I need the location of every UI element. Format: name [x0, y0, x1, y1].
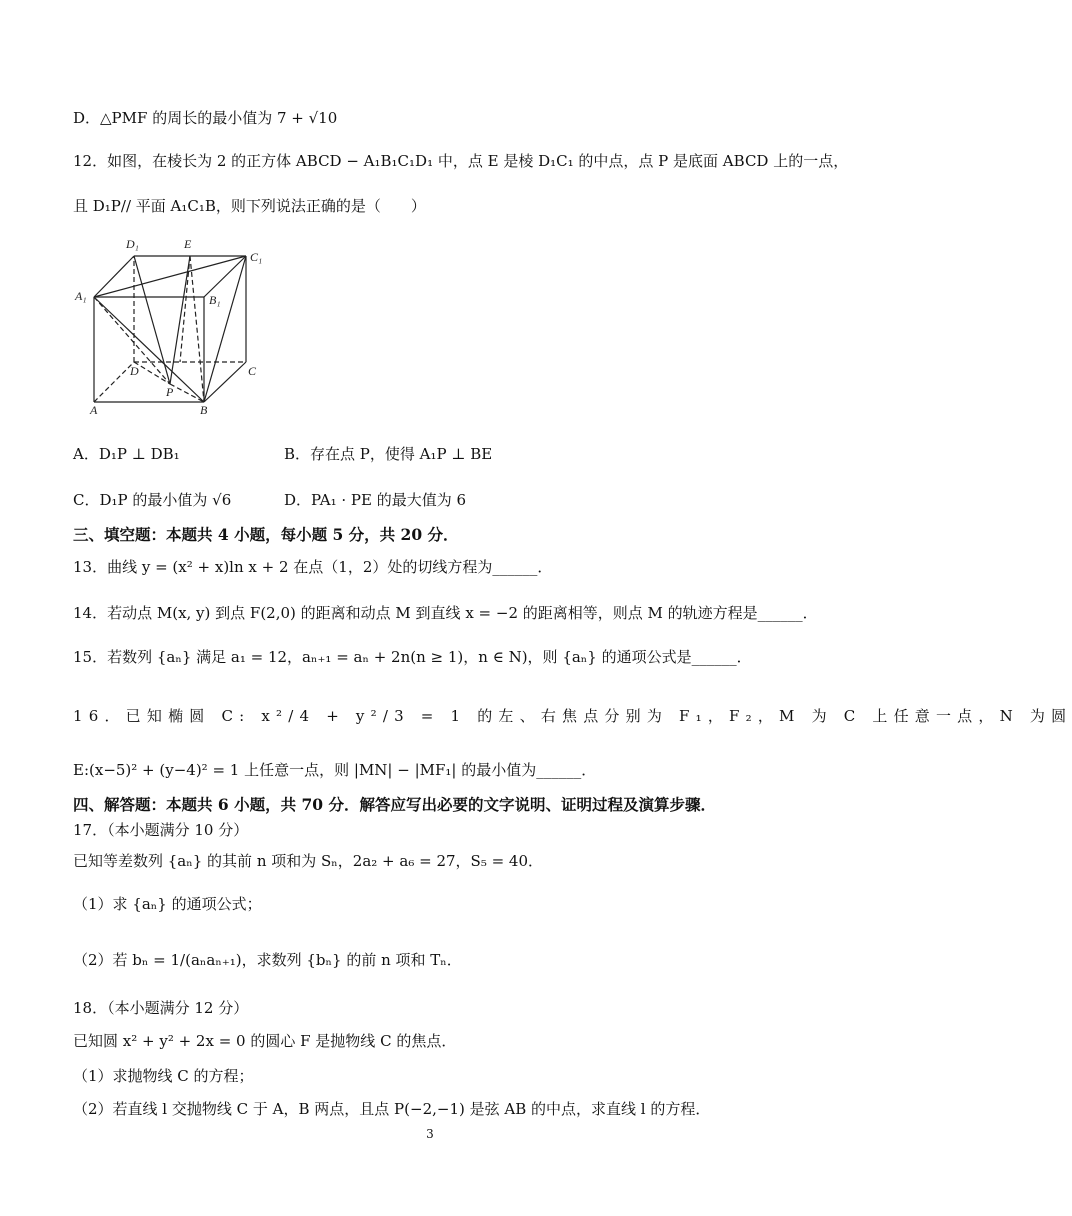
label-C: C [248, 364, 257, 378]
label-A1: A₁ [75, 289, 87, 303]
q12-option-b: B．存在点 P，使得 A₁P ⊥ BE [284, 445, 493, 463]
q15: 15．若数列 {aₙ} 满足 a₁ = 12，aₙ₊₁ = aₙ + 2n(n ≥ 1)，n ∈ N)，则 {aₙ} 的通项公式是______． [73, 648, 752, 666]
diag-A1-C1 [94, 256, 246, 297]
q14: 14．若动点 M(x, y) 到点 F(2,0) 的距离和动点 M 到直线 x = −2 的距离相等，则点 M 的轨迹方程是______． [73, 604, 818, 622]
q18-stem: 已知圆 x² + y² + 2x = 0 的圆心 F 是抛物线 C 的焦点． [73, 1032, 457, 1050]
q12-stem-line2: 且 D₁P// 平面 A₁C₁B，则下列说法正确的是（ ） [73, 197, 426, 215]
q18-part1: （1）求抛物线 C 的方程； [73, 1067, 254, 1085]
hidden-P-B [170, 384, 204, 402]
q18-part2: （2）若直线 l 交抛物线 C 于 A，B 两点，且点 P(−2,−1) 是弦 AB 的中点，求直线 l 的方程． [73, 1100, 711, 1118]
q12-option-a: A．D₁P ⊥ DB₁ [73, 445, 180, 463]
label-A: A [90, 403, 98, 417]
q17-heading: 17．（本小题满分 10 分） [73, 821, 249, 839]
q16-line1: 16．已知椭圆 C: x²/4 + y²/3 = 1 的左、右焦点分别为 F₁，F₂，M 为 C 上任意一点，N 为圆 [73, 707, 1072, 725]
q13: 13．曲线 y = (x² + x)ln x + 2 在点（1，2）处的切线方程为______． [73, 558, 553, 576]
q12-option-c: C．D₁P 的最小值为 √6 [73, 491, 232, 509]
seg-D1-P [134, 256, 170, 384]
label-D1: D₁ [126, 237, 139, 251]
hidden-A-D [94, 362, 134, 402]
label-C1: C₁ [250, 250, 263, 264]
label-D: D [130, 364, 139, 378]
q16-line2: E:(x−5)² + (y−4)² = 1 上任意一点，则 |MN| − |MF₁| 的最小值为______． [73, 761, 597, 779]
q18-heading: 18．（本小题满分 12 分） [73, 999, 249, 1017]
diag-B-C1 [204, 256, 246, 402]
q17-stem: 已知等差数列 {aₙ} 的其前 n 项和为 Sₙ，2a₂ + a₆ = 27，S₅ = 40． [73, 852, 544, 870]
label-E: E [184, 237, 192, 251]
edge-A1-D1 [94, 256, 134, 297]
label-B1: B₁ [209, 293, 221, 307]
section-4-heading: 四、解答题：本题共 6 小题，共 70 分．解答应写出必要的文字说明、证明过程及演算步骤． [73, 795, 716, 814]
label-P: P [166, 385, 174, 399]
q17-part2: （2）若 bₙ = 1/(aₙaₙ₊₁)，求数列 {bₙ} 的前 n 项和 Tₙ． [73, 951, 462, 969]
q12-option-d: D．PA₁ · PE 的最大值为 6 [284, 491, 467, 509]
q17-part1: （1）求 {aₙ} 的通项公式； [73, 895, 262, 913]
section-3-heading: 三、填空题：本题共 4 小题，每小题 5 分，共 20 分． [73, 525, 459, 544]
label-B: B [200, 403, 208, 417]
hidden-E-B [190, 256, 204, 402]
q12-stem-line1: 12．如图，在棱长为 2 的正方体 ABCD − A₁B₁C₁D₁ 中，点 E 是棱 D₁C₁ 的中点，点 P 是底面 ABCD 上的一点， [73, 152, 849, 170]
q11-option-d: D．△PMF 的周长的最小值为 7 + √10 [73, 109, 338, 127]
page-number: 3 [426, 1127, 434, 1141]
cube-figure [70, 232, 280, 422]
diag-A1-B [94, 297, 204, 402]
